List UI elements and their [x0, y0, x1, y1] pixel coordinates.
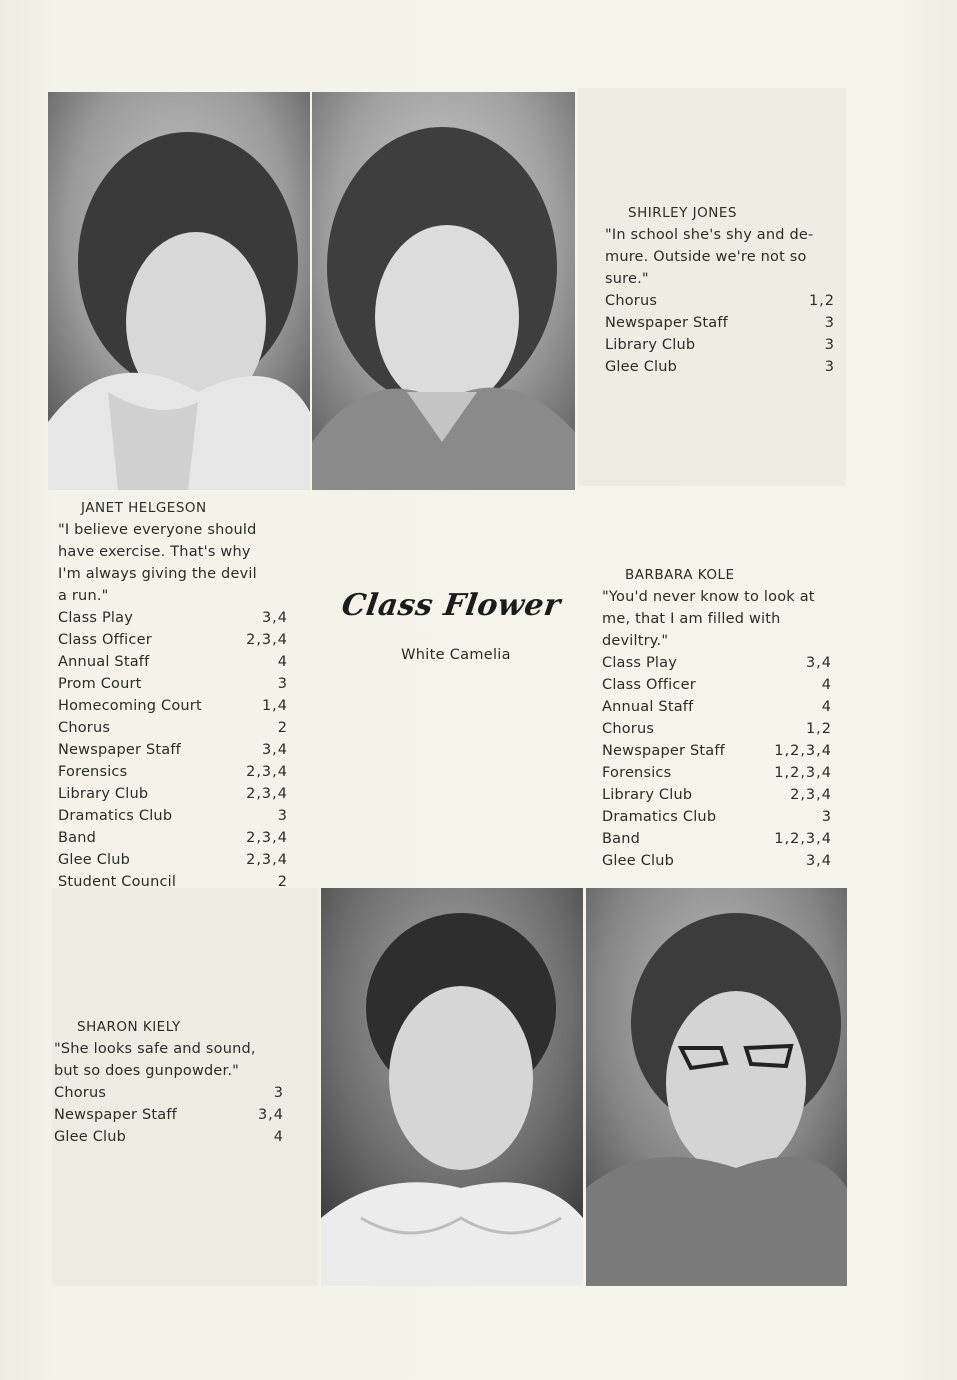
activity-name: Newspaper Staff — [605, 315, 728, 331]
activity-name: Dramatics Club — [58, 808, 173, 824]
activity-row — [58, 629, 288, 651]
quote-line: "She looks safe and sound, — [54, 1041, 256, 1057]
activity-row — [605, 334, 835, 356]
activity-row — [58, 739, 288, 761]
activity-name: Glee Club — [54, 1129, 127, 1145]
activity-name: Library Club — [605, 337, 696, 353]
activity-row — [58, 871, 288, 893]
activity-years: 2 — [277, 874, 288, 890]
activity-years: 1,2,3,4 — [774, 765, 832, 781]
activity-name: Band — [58, 830, 97, 846]
activity-name: Forensics — [58, 764, 128, 780]
activity-years: 3,4 — [805, 853, 832, 869]
activity-row — [605, 290, 835, 312]
activity-row — [58, 805, 288, 827]
activity-row — [54, 1104, 284, 1126]
activity-years: 3 — [821, 809, 832, 825]
activity-row — [605, 356, 835, 378]
quote-line: "In school she's shy and de- — [605, 227, 814, 243]
activity-name: Newspaper Staff — [54, 1107, 177, 1123]
activity-name: Class Officer — [602, 677, 696, 693]
activity-row — [58, 673, 288, 695]
activity-name: Chorus — [605, 293, 658, 309]
activity-years: 1,2 — [805, 721, 832, 737]
activity-years: 3 — [824, 315, 835, 331]
activity-row — [602, 696, 832, 718]
activity-years: 3 — [277, 676, 288, 692]
activity-name: Glee Club — [605, 359, 678, 375]
activity-years: 3,4 — [261, 742, 288, 758]
activity-row — [58, 849, 288, 871]
activity-row — [602, 674, 832, 696]
activity-years: 2,3,4 — [246, 852, 288, 868]
portrait-photo-barbara-kole — [586, 888, 847, 1286]
activity-years: 2 — [277, 720, 288, 736]
student-name: BARBARA KOLE — [625, 567, 735, 583]
activity-years: 2,3,4 — [246, 764, 288, 780]
activity-name: Annual Staff — [602, 699, 694, 715]
portrait-photo-janet-helgeson — [48, 92, 310, 490]
activity-years: 4 — [821, 699, 832, 715]
activity-years: 4 — [821, 677, 832, 693]
student-name: SHIRLEY JONES — [628, 205, 737, 221]
activity-row — [602, 850, 832, 872]
activity-row — [58, 695, 288, 717]
activity-row — [602, 784, 832, 806]
activity-name: Class Officer — [58, 632, 152, 648]
activity-years: 3 — [273, 1085, 284, 1101]
activity-name: Forensics — [602, 765, 672, 781]
quote-line: I'm always giving the devil — [58, 566, 257, 582]
bio-shirley-jones — [605, 202, 835, 378]
activity-row — [58, 783, 288, 805]
activity-years: 4 — [273, 1129, 284, 1145]
activity-name: Newspaper Staff — [602, 743, 725, 759]
activity-years: 3,4 — [257, 1107, 284, 1123]
portrait-illustration — [48, 92, 310, 490]
activity-name: Class Play — [58, 610, 133, 626]
class-flower-section — [326, 588, 576, 663]
activity-name: Band — [602, 831, 641, 847]
quote-line: "You'd never know to look at — [602, 589, 815, 605]
student-name: JANET HELGESON — [81, 500, 207, 516]
activity-name: Library Club — [58, 786, 149, 802]
quote-line: sure." — [605, 271, 649, 287]
activity-years: 2,3,4 — [790, 787, 832, 803]
activity-row — [54, 1126, 284, 1148]
portrait-illustration — [312, 92, 575, 490]
quote-line: mure. Outside we're not so — [605, 249, 807, 265]
quote-line: have exercise. That's why — [58, 544, 251, 560]
activity-name: Prom Court — [58, 676, 142, 692]
activity-years: 2,3,4 — [246, 632, 288, 648]
class-flower-name: White Camelia — [401, 647, 511, 663]
activity-years: 2,3,4 — [246, 830, 288, 846]
activity-name: Chorus — [602, 721, 655, 737]
class-flower-heading: Class Flower — [339, 588, 563, 623]
bio-janet-helgeson — [58, 497, 288, 893]
activity-name: Glee Club — [58, 852, 131, 868]
activity-years: 1,2,3,4 — [774, 831, 832, 847]
activity-name: Library Club — [602, 787, 693, 803]
activity-name: Dramatics Club — [602, 809, 717, 825]
activity-row — [58, 717, 288, 739]
quote-line: "I believe everyone should — [58, 522, 257, 538]
activity-row — [602, 740, 832, 762]
bio-barbara-kole — [602, 564, 832, 872]
activity-row — [602, 762, 832, 784]
portrait-illustration — [586, 888, 847, 1286]
activity-name: Chorus — [54, 1085, 107, 1101]
portrait-photo-sharon-kiely — [321, 888, 583, 1286]
activity-years: 1,2 — [808, 293, 835, 309]
activity-name: Glee Club — [602, 853, 675, 869]
activity-years: 3,4 — [805, 655, 832, 671]
quote-line: me, that I am filled with — [602, 611, 781, 627]
activity-years: 2,3,4 — [246, 786, 288, 802]
activity-row — [602, 828, 832, 850]
activity-row — [602, 652, 832, 674]
activity-row — [602, 718, 832, 740]
activity-row — [58, 607, 288, 629]
activity-years: 1,2,3,4 — [774, 743, 832, 759]
quote-line: but so does gunpowder." — [54, 1063, 240, 1079]
activity-row — [58, 827, 288, 849]
portrait-illustration — [321, 888, 583, 1286]
activity-years: 3 — [824, 359, 835, 375]
activity-row — [605, 312, 835, 334]
activity-years: 1,4 — [261, 698, 288, 714]
activity-years: 3 — [277, 808, 288, 824]
student-name: SHARON KIELY — [77, 1019, 181, 1035]
activity-name: Homecoming Court — [58, 698, 202, 714]
portrait-photo-shirley-jones — [312, 92, 575, 490]
activity-row — [58, 651, 288, 673]
bio-sharon-kiely — [54, 1016, 284, 1148]
activity-years: 3 — [824, 337, 835, 353]
activity-years: 3,4 — [261, 610, 288, 626]
activity-name: Class Play — [602, 655, 677, 671]
activity-name: Chorus — [58, 720, 111, 736]
activity-row — [602, 806, 832, 828]
quote-line: deviltry." — [602, 633, 669, 649]
activity-row — [58, 761, 288, 783]
activity-name: Annual Staff — [58, 654, 150, 670]
activity-years: 4 — [277, 654, 288, 670]
activity-name: Newspaper Staff — [58, 742, 181, 758]
activity-name: Student Council — [58, 874, 177, 890]
quote-line: a run." — [58, 588, 109, 604]
activity-row — [54, 1082, 284, 1104]
